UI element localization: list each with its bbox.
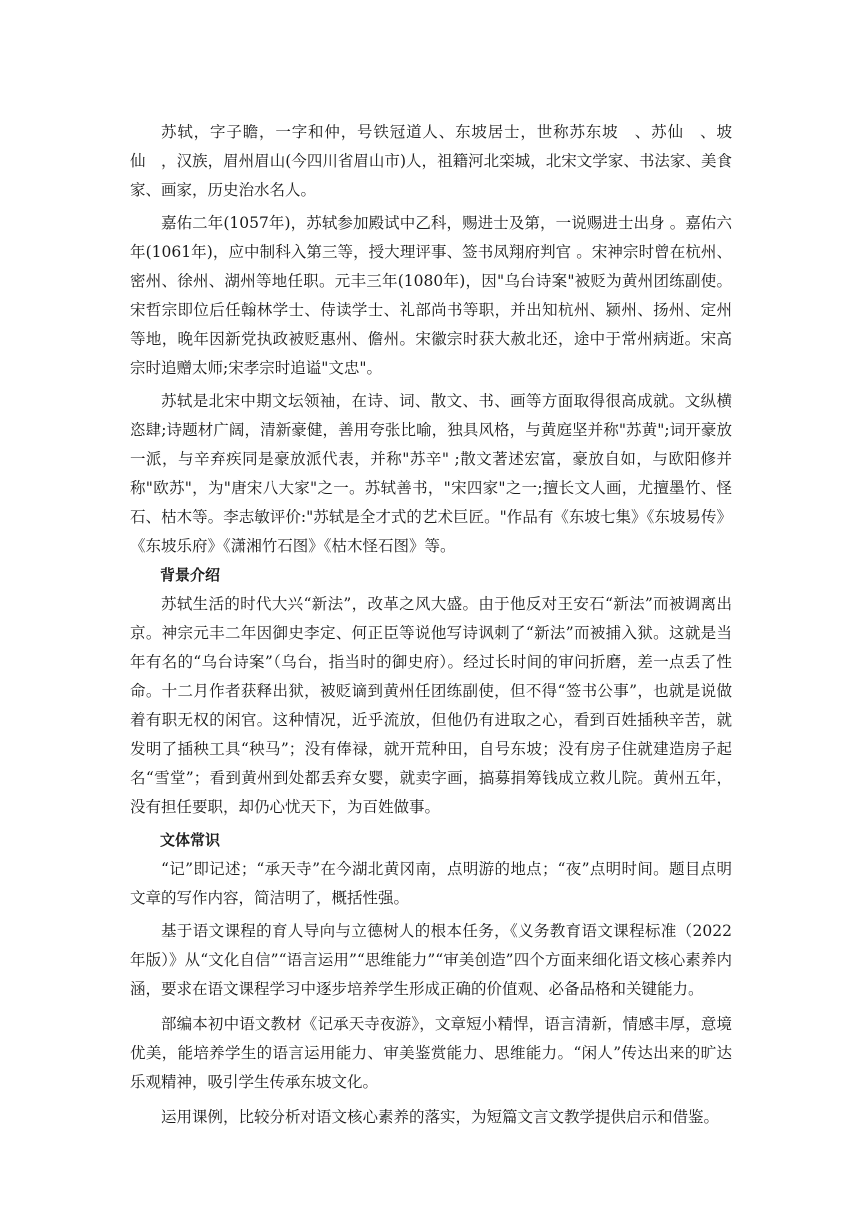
paragraph-career: 嘉佑二年(1057年)，苏轼参加殿试中乙科，赐进士及第，一说赐进士出身 。嘉佑六年(1061年)，应中制科入第三等，授大理评事、签书凤翔府判官 。宋神宗时曾在杭州、密州、徐州、湖州等地任职。元丰三年(1080年)，因"乌台诗案"被贬为黄州团练副使。宋哲宗即位后任翰林学士、侍读学士、礼部尚书等职，并出知杭州、颍州、扬州、定州等地，晚年因新党执政被贬惠州、儋州。宋徽宗时获大赦北还，途中于常州病逝。宋高宗时追赠太师;宋孝宗时追谥"文忠"。 [130, 214, 732, 377]
document-page [130, 118, 732, 1132]
paragraph-biography: 苏轼，字子瞻，一字和仲，号铁冠道人、东坡居士，世称苏东坡 、苏仙 、坡仙 ，汉族，眉州眉山(今四川省眉山市)人，祖籍河北栾城，北宋文学家、书法家、美食家、画家，历史治水名人。 [130, 123, 732, 199]
paragraph-background: 苏轼生活的时代大兴“新法”，改革之风大盛。由于他反对王安石“新法”而被调离出京。神宗元丰二年因御史李定、何正臣等说他写诗讽刺了“新法”而被捕入狱。这就是当年有名的“乌台诗案”（乌台，指当时的御史府）。经过长时间的审问折磨，差一点丢了性命。十二月作者获释出狱，被贬谪到黄州任团练副使，但不得“签书公事”，也就是说做着有职无权的闲官。这种情况，近乎流放，但他仍有进取之心，看到百姓插秧辛苦，就发明了插秧工具“秧马”；没有俸禄，就开荒种田，自号东坡；没有房子住就建造房子起名“雪堂”；看到黄州到处都丢弃女婴，就卖字画，搞募捐筹钱成立救儿院。黄州五年，没有担任要职，却仍心忧天下，为百姓做事。 [130, 595, 732, 816]
paragraph-curriculum: 基于语文课程的育人导向与立德树人的根本任务，《义务教育语文课程标准（2022年版）》从“文化自信”“语言运用”“思维能力”“审美创造”四个方面来细化语文核心素养内涵，要求在语文课程学习中逐步培养学生形成正确的价值观、必备品格和关键能力。 [130, 922, 732, 998]
paragraph-genre: “记”即记述；“承天寺”在今湖北黄冈南，点明游的地点；“夜”点明时间。题目点明文章的写作内容，简洁明了，概括性强。 [130, 860, 732, 907]
paragraph-textbook: 部编本初中语文教材《记承天寺夜游》，文章短小精悍，语言清新，情感丰厚，意境优美，能培养学生的语言运用能力、审美鉴赏能力、思维能力。“闲人”传达出来的旷达乐观精神，吸引学生传承东坡文化。 [130, 1015, 732, 1091]
paragraph-method: 运用课例，比较分析对语文核心素养的落实，为短篇文言文教学提供启示和借鉴。 [161, 1108, 720, 1126]
paragraph-achievements: 苏轼是北宋中期文坛领袖，在诗、词、散文、书、画等方面取得很高成就。文纵横恣肆;诗题材广阔，清新豪健，善用夸张比喻，独具风格，与黄庭坚并称"苏黄";词开豪放一派，与辛弃疾同是豪放派代表，并称"苏辛" ;散文著述宏富，豪放自如，与欧阳修并称"欧苏"，为"唐宋八大家"之一。苏轼善书，"宋四家"之一;擅长文人画，尤擅墨竹、怪石、枯木等。李志敏评价:"苏轼是全才式的艺术巨匠。"作品有《东坡七集》《东坡易传》《东坡乐府》《潇湘竹石图》《枯木怪石图》等。 [130, 392, 732, 555]
heading-background: 背景介绍 [160, 566, 221, 584]
heading-genre: 文体常识 [160, 831, 221, 849]
